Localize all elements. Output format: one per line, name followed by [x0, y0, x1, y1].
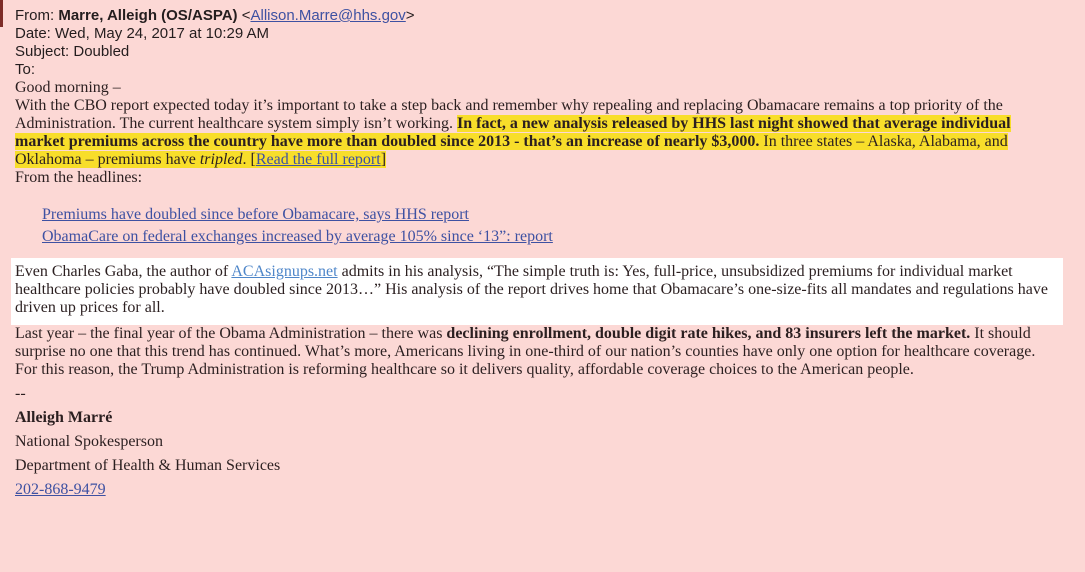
angle-open: <	[237, 7, 251, 24]
signature-title: National Spokesperson	[15, 433, 163, 450]
text-run: . [	[242, 151, 256, 168]
gaba-paragraph	[15, 263, 1055, 317]
phone-link[interactable]: 202-868-9479	[15, 481, 106, 498]
text-run: It should surprise no one that this trend has continued. What’s more, Americans living in one-third of our nation’s counties have only one option for healthcare coverage.	[15, 325, 1036, 360]
window-edge-accent	[0, 0, 3, 27]
from-label: From:	[15, 7, 59, 24]
reason-paragraph: For this reason, the Trump Administration is reforming healthcare so it delivers quality, affordable coverage choices to the American people.	[15, 361, 914, 378]
signature-name: Alleigh Marré	[15, 409, 113, 426]
sender-name: Marre, Alleigh (OS/ASPA)	[58, 7, 238, 24]
text-run: Last year – the final year of the Obama Administration – there was	[15, 325, 447, 342]
text-run: tripled	[199, 151, 243, 168]
text-run: admits in his analysis, “The simple truth is: Yes, full-price, unsubsidized premiums for individual market healthcare policies probably have doubled since 2013…” His analysis of the report drives home that Obamacare’s one-size-fits all mandates and regulations have driven up prices for all.	[15, 263, 1048, 316]
list-item	[15, 226, 1063, 248]
to-label: To:	[15, 61, 36, 78]
from-line	[15, 7, 1063, 25]
angle-close: >	[405, 7, 415, 24]
text-run: With the CBO report expected today it’s important to take a step back and remember why repealing and replacing Obamacare remains a top priority of the Administration. The current healthcare system simply isn’t working.	[15, 97, 1003, 132]
greeting: Good morning –	[15, 79, 121, 96]
date-line	[15, 25, 1063, 43]
date-value: Wed, May 24, 2017 at 10:29 AM	[55, 25, 270, 42]
text-run: declining enrollment, double digit rate hikes, and 83 insurers left the market.	[446, 325, 971, 342]
lastyear-paragraph	[15, 325, 1063, 361]
read-full-report-link[interactable]: Read the full report	[255, 151, 381, 168]
sender-email-link[interactable]: Allison.Marre@hhs.gov	[250, 7, 406, 24]
cbo-paragraph	[15, 97, 1063, 169]
acasignups-link[interactable]: ACAsignups.net	[231, 263, 338, 280]
subject-value: Doubled	[73, 43, 130, 60]
headline-link[interactable]: Premiums have doubled since before Obamacare, says HHS report	[42, 206, 469, 223]
list-item	[15, 204, 1063, 226]
date-label: Date:	[15, 25, 56, 42]
text-run: In fact, a new analysis released by HHS last night showed that average individual market premiums across the country have more than doubled since 2013 - that’s an increase of nearly $3,000.	[15, 115, 1011, 150]
email-body	[15, 79, 1063, 499]
signature-block	[15, 385, 1063, 499]
subject-line	[15, 43, 1063, 61]
text-run: Even Charles Gaba, the author of	[15, 263, 232, 280]
headlines-label: From the headlines:	[15, 169, 143, 186]
text-run: In three states – Alaska, Alabama, and Oklahoma – premiums have	[15, 133, 1008, 168]
quoted-analysis-box	[11, 258, 1063, 325]
text-run: ]	[380, 151, 387, 168]
to-line	[15, 61, 1063, 79]
signature-org: Department of Health & Human Services	[15, 457, 281, 474]
signature-divider: --	[15, 385, 26, 402]
email-header	[15, 7, 1063, 79]
subject-label: Subject:	[15, 43, 74, 60]
headline-list	[15, 204, 1063, 248]
headline-link[interactable]: ObamaCare on federal exchanges increased by average 105% since ‘13”: report	[42, 228, 553, 245]
